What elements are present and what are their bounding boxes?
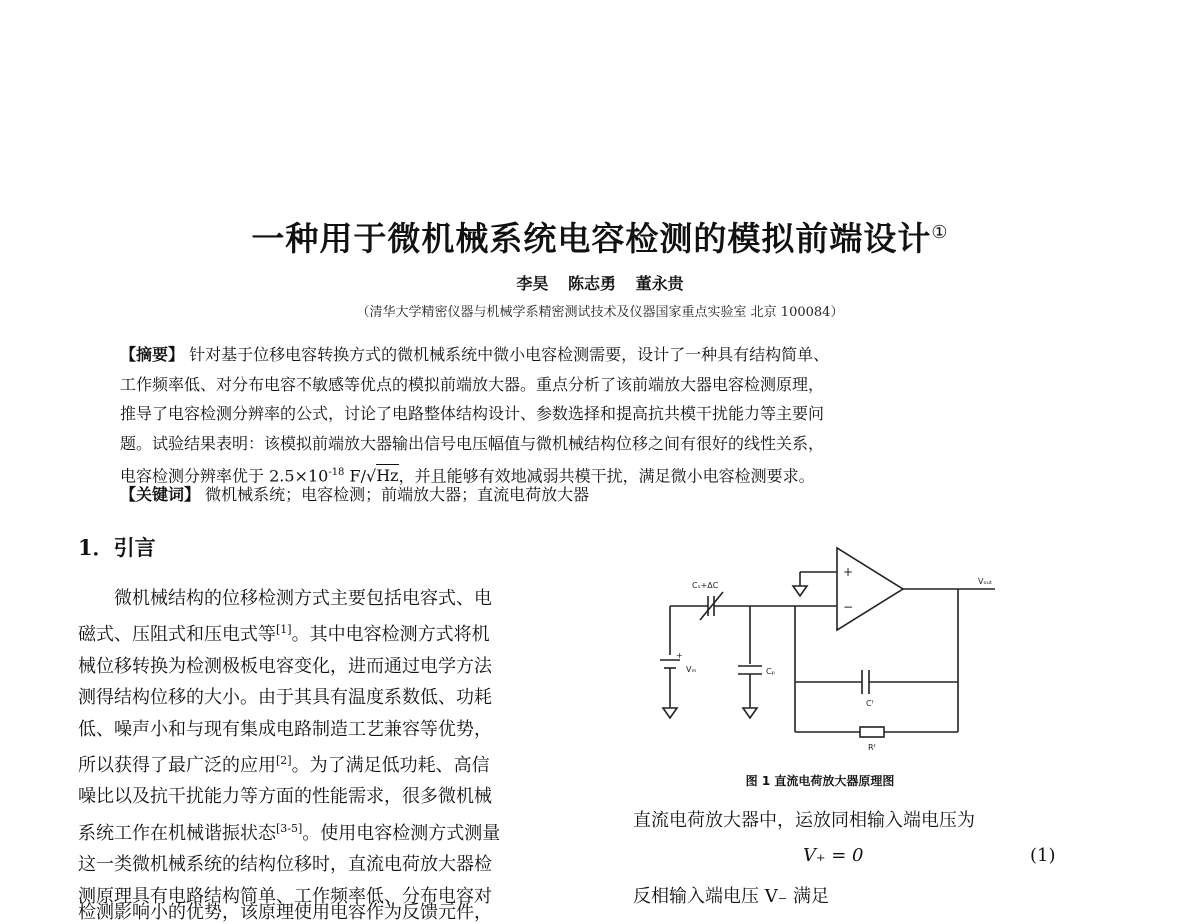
abstract-line-2: 工作频率低、对分布电容不敏感等优点的模拟前端放大器。重点分析了该前端放大器电容检测原理，	[120, 374, 825, 394]
abstract-line-1	[120, 340, 1050, 370]
keywords	[120, 482, 589, 505]
abstract-line-4: 题。试验结果表明：该模拟前端放大器输出信号电压幅值与微机械结构位移之间有很好的线性关系，	[120, 433, 825, 453]
body-line: 微机械结构的位移检测方式主要包括电容式、电	[114, 588, 492, 609]
label-cf: Cᶠ	[866, 699, 874, 708]
keywords-label: 【关键词】	[120, 485, 201, 504]
abstract-text: 电容检测分辨率优于 2.5×10	[120, 466, 329, 486]
body-column-left	[78, 583, 550, 912]
keywords-text: 微机械系统；电容检测；前端放大器；直流电荷放大器	[205, 485, 590, 504]
opamp-minus: −	[843, 600, 854, 614]
abstract-unit: F/	[344, 466, 366, 486]
abstract-exponent: -18	[328, 467, 345, 478]
authors: 李昊 陈志勇 董永贵	[516, 274, 684, 293]
title-footnote-mark: ①	[931, 222, 949, 243]
body-line: 测得结构位移的大小。由于其具有温度系数低、功耗	[78, 687, 492, 709]
body-line: 磁式、压阻式和压电式等[1]。其中电容检测方式将机	[78, 623, 490, 646]
resistor-rf	[860, 727, 884, 737]
abstract	[120, 340, 1050, 491]
citation: [3-5]	[276, 821, 303, 835]
body-text-right: 直流电荷放大器中，运放同相输入端电压为	[633, 810, 975, 831]
label-cs: Cₛ+ΔC	[692, 581, 719, 590]
figure-caption: 图 1 直流电荷放大器原理图	[745, 774, 895, 788]
body-text-right-2: 反相输入端电压 V₋ 满足	[633, 886, 829, 907]
body-line: 这一类微机械系统的结构位移时，直流电荷放大器检	[78, 854, 492, 876]
body-line: 噪比以及抗干扰能力等方面的性能需求，很多微机械	[78, 786, 492, 808]
opamp-symbol	[837, 548, 903, 630]
label-rf: Rᶠ	[868, 743, 876, 752]
ground-icon	[793, 586, 807, 596]
abstract-label: 【摘要】	[120, 345, 185, 364]
section-heading: 1．引言	[78, 535, 156, 560]
label-vref: Vₘ	[686, 665, 697, 674]
abstract-text: 针对基于位移电容转换方式的微机械系统中微小电容检测需要，设计了一种具有结构简单、	[189, 345, 830, 364]
body-line: 测原理具有电路结构简单、工作频率低、分布电容对	[78, 885, 492, 907]
body-line: 所以获得了最广泛的应用[2]。为了满足低功耗、高信	[78, 754, 490, 777]
ground-icon	[743, 708, 757, 718]
citation: [1]	[276, 623, 292, 637]
opamp-plus: +	[843, 565, 854, 579]
src-plus: +	[676, 651, 683, 660]
equation-number: (1)	[1030, 845, 1056, 866]
citation: [2]	[276, 754, 292, 768]
affiliation: （清华大学精密仪器与机械学系精密测试技术及仪器国家重点实验室 北京 100084）	[356, 305, 844, 320]
title-text: 一种用于微机械系统电容检测的模拟前端设计	[251, 219, 932, 258]
circuit-diagram	[640, 540, 1000, 770]
figure-circuit	[640, 540, 1000, 770]
paper-title	[0, 213, 1200, 260]
body-line: 低、噪声小和与现有集成电路制造工艺兼容等优势，	[78, 718, 492, 740]
body-line: 械位移转换为检测极板电容变化，进而通过电学方法	[78, 655, 492, 677]
label-cp: Cₚ	[766, 667, 776, 676]
label-vout: Vₒᵤₜ	[978, 577, 993, 586]
equation: V₊ = 0	[803, 845, 864, 866]
ground-icon	[663, 708, 677, 718]
body-line: 系统工作在机械谐振状态[3-5]。使用电容检测方式测量	[78, 821, 501, 844]
abstract-line-5: 电容检测分辨率优于 $2.5\times 10^{-18}$ F/√Hz，并且能够有效地减弱共模干扰，满足微小电容检测要求。	[120, 466, 815, 486]
body-line-clipped: 检测影响小的优势，该原理使用电容作为反馈元件，	[78, 902, 492, 923]
abstract-text: ，并且能够有效地减弱共模干扰，满足微小电容检测要求。	[398, 466, 815, 486]
abstract-line-3: 推导了电容检测分辨率的公式，讨论了电路整体结构设计、参数选择和提高抗共模干扰能力等主要问	[120, 404, 825, 423]
abstract-sqrt-unit: Hz	[376, 466, 399, 486]
